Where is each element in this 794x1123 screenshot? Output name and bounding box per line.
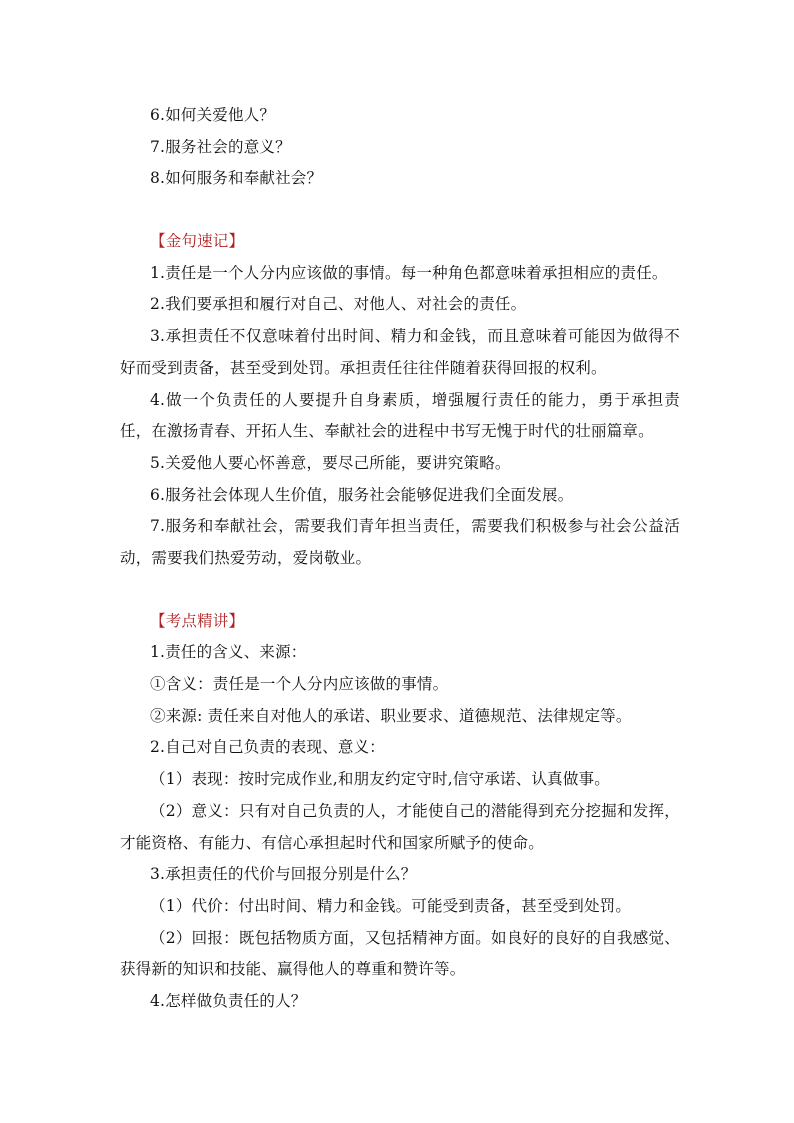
quote-6: 6.服务社会体现人生价值，服务社会能够促进我们全面发展。 (150, 485, 574, 504)
keypoint-1a: ①含义：责任是一个人分内应该做的事情。 (150, 675, 449, 694)
quote-3: 3.承担责任不仅意味着付出时间、精力和金钱，而且意味着可能因为做得不好而受到责备，甚至受到处罚。承担责任往往伴随着获得回报的权利。 (120, 327, 680, 377)
keypoint-4: 4.怎样做负责任的人？ (150, 992, 307, 1011)
quote-7: 7.服务和奉献社会，需要我们青年担当责任，需要我们积极参与社会公益活动，需要我们热爱劳动，爱岗敬业。 (120, 517, 680, 568)
keypoint-2: 2.自己对自己负责的表现、意义： (150, 738, 385, 757)
keypoint-1b: ②来源: 责任来自对他人的承诺、职业要求、道德规范、法律规定等。 (150, 706, 632, 725)
keypoint-3a: （1）代价：付出时间、精力和金钱。可能受到责备，甚至受到处罚。 (150, 896, 632, 915)
document-body (120, 100, 680, 1018)
quote-2: 2.我们要承担和履行对自己、对他人、对社会的责任。 (150, 295, 527, 314)
keypoints-heading: 【考点精讲】 (150, 611, 245, 630)
quotes-heading: 【金句速记】 (150, 232, 245, 251)
spacer (120, 195, 680, 226)
question-7: 7.服务社会的意义？ (150, 137, 291, 156)
keypoint-2a: （1）表现：按时完成作业,和朋友约定守时,信守承诺、认真做事。 (150, 770, 610, 789)
quote-1: 1.责任是一个人分内应该做的事情。每一种角色都意味着承担相应的责任。 (150, 263, 668, 282)
quote-5: 5.关爱他人要心怀善意，要尽己所能，要讲究策略。 (150, 453, 511, 472)
question-6: 6.如何关爱他人？ (150, 106, 276, 124)
question-8: 8.如何服务和奉献社会？ (150, 169, 323, 188)
keypoint-1: 1.责任的含义、来源： (150, 643, 307, 662)
keypoint-3b: （2）回报：既包括物质方面，又包括精神方面。如良好的良好的自我感觉、获得新的知识和技能、赢得他人的尊重和赞许等。 (120, 928, 680, 979)
keypoint-3: 3.承担责任的代价与回报分别是什么？ (150, 865, 417, 884)
quote-4: 4.做一个负责任的人要提升自身素质，增强履行责任的能力，勇于承担责任，在激扬青春、开拓人生、奉献社会的进程中书写无愧于时代的壮丽篇章。 (120, 390, 680, 441)
keypoint-2b: （2）意义：只有对自己负责的人，才能使自己的潜能得到充分挖掘和发挥，才能资格、有能力、有信心承担起时代和国家所赋予的使命。 (120, 801, 680, 852)
spacer (120, 575, 680, 606)
